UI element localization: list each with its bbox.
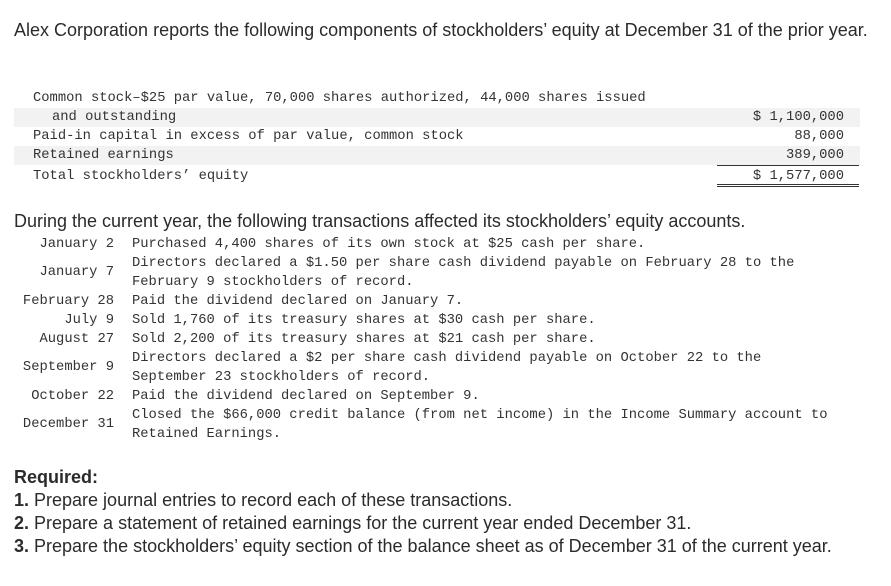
transactions-intro: During the current year, the following transactions affected its stockholders’ equity accounts. <box>14 211 746 231</box>
intro-paragraph: Alex Corporation reports the following components of stockholders’ equity at December 31 of the prior year. <box>14 20 868 40</box>
required-heading: Required: <box>14 467 99 487</box>
transaction-date: January 7 <box>39 265 114 280</box>
required-section <box>14 466 880 558</box>
required-item <box>14 535 880 558</box>
transaction-text: September 23 stockholders of record. <box>132 370 431 385</box>
transaction-text: Purchased 4,400 shares of its own stock at $25 cash per share. <box>132 237 646 252</box>
transaction-date: July 9 <box>64 313 114 328</box>
transaction-date: October 22 <box>31 389 114 404</box>
equity-amount: 389,000 <box>786 148 844 163</box>
subtotal-underline <box>717 147 859 166</box>
transaction-date: January 2 <box>39 237 114 252</box>
equity-label: Retained earnings <box>33 148 174 163</box>
required-item <box>14 512 880 535</box>
equity-amount: 88,000 <box>794 129 844 144</box>
required-item-number: 2. <box>14 513 30 533</box>
required-item-text: Prepare the stockholders’ equity section of the balance sheet as of December 31 of the current year. <box>29 536 832 556</box>
transaction-text: Paid the dividend declared on September 9. <box>132 389 480 404</box>
equity-row-paid-in-capital <box>14 127 860 146</box>
required-item-number: 1. <box>14 490 30 510</box>
equity-row-common-stock <box>14 89 860 108</box>
equity-row-common-stock-cont <box>14 108 860 127</box>
transaction-text: Retained Earnings. <box>132 427 282 442</box>
total-double-underline <box>717 167 859 187</box>
transaction-text: Closed the $66,000 credit balance (from net income) in the Income Summary account to <box>132 408 828 423</box>
equity-amount: $ 1,577,000 <box>752 169 844 184</box>
transaction-text: Sold 1,760 of its treasury shares at $30 cash per share. <box>132 313 596 328</box>
equity-label: Paid-in capital in excess of par value, common stock <box>33 129 464 144</box>
transaction-date: December 31 <box>22 417 114 432</box>
required-item-text: Prepare journal entries to record each of these transactions. <box>29 490 513 510</box>
equity-label: Common stock–$25 par value, 70,000 shares authorized, 44,000 shares issued <box>33 91 646 106</box>
equity-amount: $ 1,100,000 <box>752 110 844 125</box>
transaction-date: August 27 <box>39 332 114 347</box>
equity-label: Total stockholders’ equity <box>33 169 249 184</box>
transaction-text: Paid the dividend declared on January 7. <box>132 294 464 309</box>
transaction-text: Directors declared a $1.50 per share cash dividend payable on February 28 to the <box>132 256 795 271</box>
transaction-text: Directors declared a $2 per share cash dividend payable on October 22 to the <box>132 351 762 366</box>
required-item-number: 3. <box>14 536 30 556</box>
required-item <box>14 489 880 512</box>
equity-label: and outstanding <box>52 110 177 125</box>
transaction-text: February 9 stockholders of record. <box>132 275 414 290</box>
transaction-date: September 9 <box>22 360 114 375</box>
required-item-text: Prepare a statement of retained earnings for the current year ended December 31. <box>29 513 692 533</box>
transaction-text: Sold 2,200 of its treasury shares at $21 cash per share. <box>132 332 596 347</box>
transaction-date: February 28 <box>22 294 114 309</box>
